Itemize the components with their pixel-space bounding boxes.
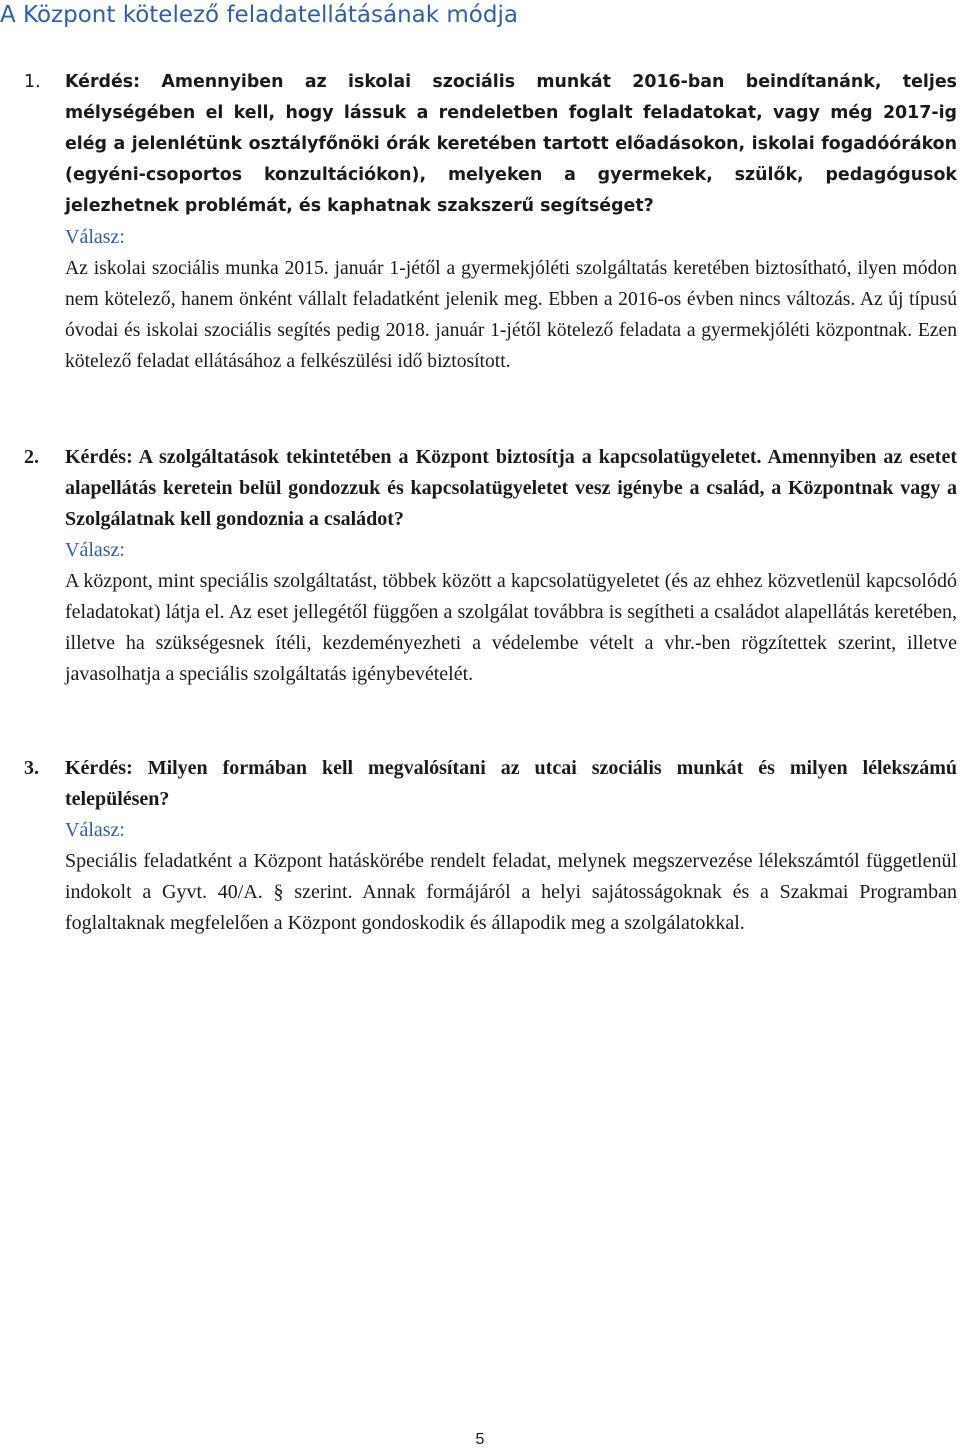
answer-label: Válasz: — [65, 539, 125, 561]
question-text: Kérdés: A szolgáltatások tekintetében a Központ biztosítja a kapcsolatügyeletet. Amennyiben az esetet alapellátás keretein belül gondozzuk és kapcsolatügyeletet vesz igénybe a család, a Központnak vagy a Szolgálatnak kell gondoznia a családot? — [65, 446, 957, 530]
answer-label: Válasz: — [65, 819, 125, 841]
page-number: 5 — [475, 1431, 485, 1448]
question-text: Kérdés: Milyen formában kell megvalósítani az utcai szociális munkát és milyen lélekszámú településen? — [65, 757, 957, 810]
answer-text: A központ, mint speciális szolgáltatást, többek között a kapcsolatügyeletet (és az ehhez közvetlenül kapcsolódó feladatokat) látja el. Az eset jellegétől függően a szolgálat továbbra is segítheti a családot alapellátás keretében, illetve ha szükségesnek ítéli, kezdeményezheti a védelembe vételt a vhr.-ben rögzítettek szerint, illetve javasolhatja a speciális szolgáltatás igénybevételét. — [65, 570, 957, 685]
page-title: A Központ kötelező feladatellátásának módja — [0, 2, 518, 28]
question-number: 3. — [24, 757, 39, 779]
question-block — [65, 67, 957, 377]
answer-text: Speciális feladatként a Központ hatáskörébe rendelt feladat, melynek megszervezése lélekszámtól függetlenül indokolt a Gyvt. 40/A. § szerint. Annak formájáról a helyi sajátosságoknak és a Szakmai Programban foglaltaknak megfelelően a Központ gondoskodik és állapodik meg a szolgálatokkal. — [65, 850, 957, 934]
question-block — [65, 442, 957, 690]
question-text: Kérdés: Amennyiben az iskolai szociális munkát 2016-ban beindítanánk, teljes mélységében el kell, hogy lássuk a rendeletben foglalt feladatokat, vagy még 2017-ig elég a jelenlétünk osztályfőnöki órák keretében tartott előadásokon, iskolai fogadóórákon (egyéni-csoportos konzultációkon), melyeken a gyermekek, szülők, pedagógusok jelezhetnek problémát, és kaphatnak szakszerű segítséget? — [65, 72, 957, 216]
answer-text: Az iskolai szociális munka 2015. január 1-jétől a gyermekjóléti szolgáltatás keretében biztosítható, ilyen módon nem kötelező, hanem önként vállalt feladatként jelenik meg. Ebben a 2016-os évben nincs változás. Az új típusú óvodai és iskolai szociális segítés pedig 2018. január 1-jétől kötelező feladata a gyermekjóléti központnak. Ezen kötelező feladat ellátásához a felkészülési idő biztosított. — [65, 258, 957, 372]
question-number: 2. — [24, 446, 39, 468]
answer-label: Válasz: — [65, 226, 125, 248]
question-block — [65, 753, 957, 939]
question-number: 1. — [24, 72, 41, 92]
